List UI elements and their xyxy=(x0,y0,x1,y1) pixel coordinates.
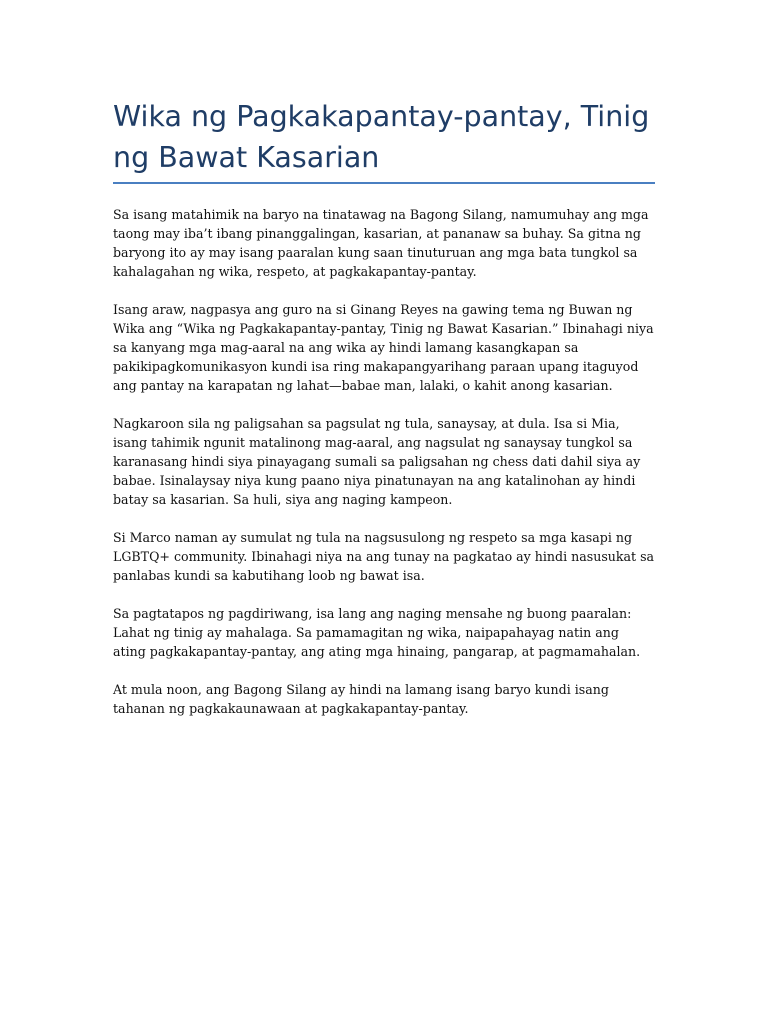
paragraph: Sa pagtatapos ng pagdiriwang, isa lang ang naging mensahe ng buong paaralan: Lahat ng tinig ay mahalaga. Sa pamamagitan ng wika, naipapahayag natin ang ating pagkakapantay-pantay, ang ating mga hinaing, pangarap, at pagmamahalan. xyxy=(113,606,641,659)
title-underline-rule xyxy=(113,182,655,184)
paragraph: At mula noon, ang Bagong Silang ay hindi na lamang isang baryo kundi isang tahanan ng pagkakaunawaan at pagkakapantay-pantay. xyxy=(113,682,609,716)
paragraph: Nagkaroon sila ng paligsahan sa pagsulat ng tula, sanaysay, at dula. Isa si Mia, isang tahimik ngunit matalinong mag-aaral, ang nagsulat ng sanaysay tungkol sa karanasang hindi siya pinayagang sumali sa paligsahan ng chess dati dahil siya ay babae. Isinalaysay niya kung paano niya pinatunayan na ang katalinohan ay hindi batay sa kasarian. Sa huli, siya ang naging kampeon. xyxy=(113,416,641,507)
paragraph: Sa isang matahimik na baryo na tinatawag na Bagong Silang, namumuhay ang mga taong may iba’t ibang pinanggalingan, kasarian, at pananaw sa buhay. Sa gitna ng baryong ito ay may isang paaralan kung saan tinuturuan ang mga bata tungkol sa kahalagahan ng wika, respeto, at pagkakapantay-pantay. xyxy=(113,207,649,279)
paragraph: Isang araw, nagpasya ang guro na si Ginang Reyes na gawing tema ng Buwan ng Wika ang “Wika ng Pagkakapantay-pantay, Tinig ng Bawat Kasarian.” Ibinahagi niya sa kanyang mga mag-aaral na ang wika ay hindi lamang kasangkapan sa pakikipagkomunikasyon kundi isa ring makapangyarihang paraan upang itaguyod ang pantay na karapatan ng lahat—babae man, lalaki, o kahit anong kasarian. xyxy=(113,302,654,393)
paragraph: Si Marco naman ay sumulat ng tula na nagsusulong ng respeto sa mga kasapi ng LGBTQ+ community. Ibinahagi niya na ang tunay na pagkatao ay hindi nasusukat sa panlabas kundi sa kabutihang loob ng bawat isa. xyxy=(113,530,655,583)
document-body xyxy=(113,96,655,737)
document-title: Wika ng Pagkakapantay-pantay, Tinig ng Bawat Kasarian xyxy=(113,100,650,174)
